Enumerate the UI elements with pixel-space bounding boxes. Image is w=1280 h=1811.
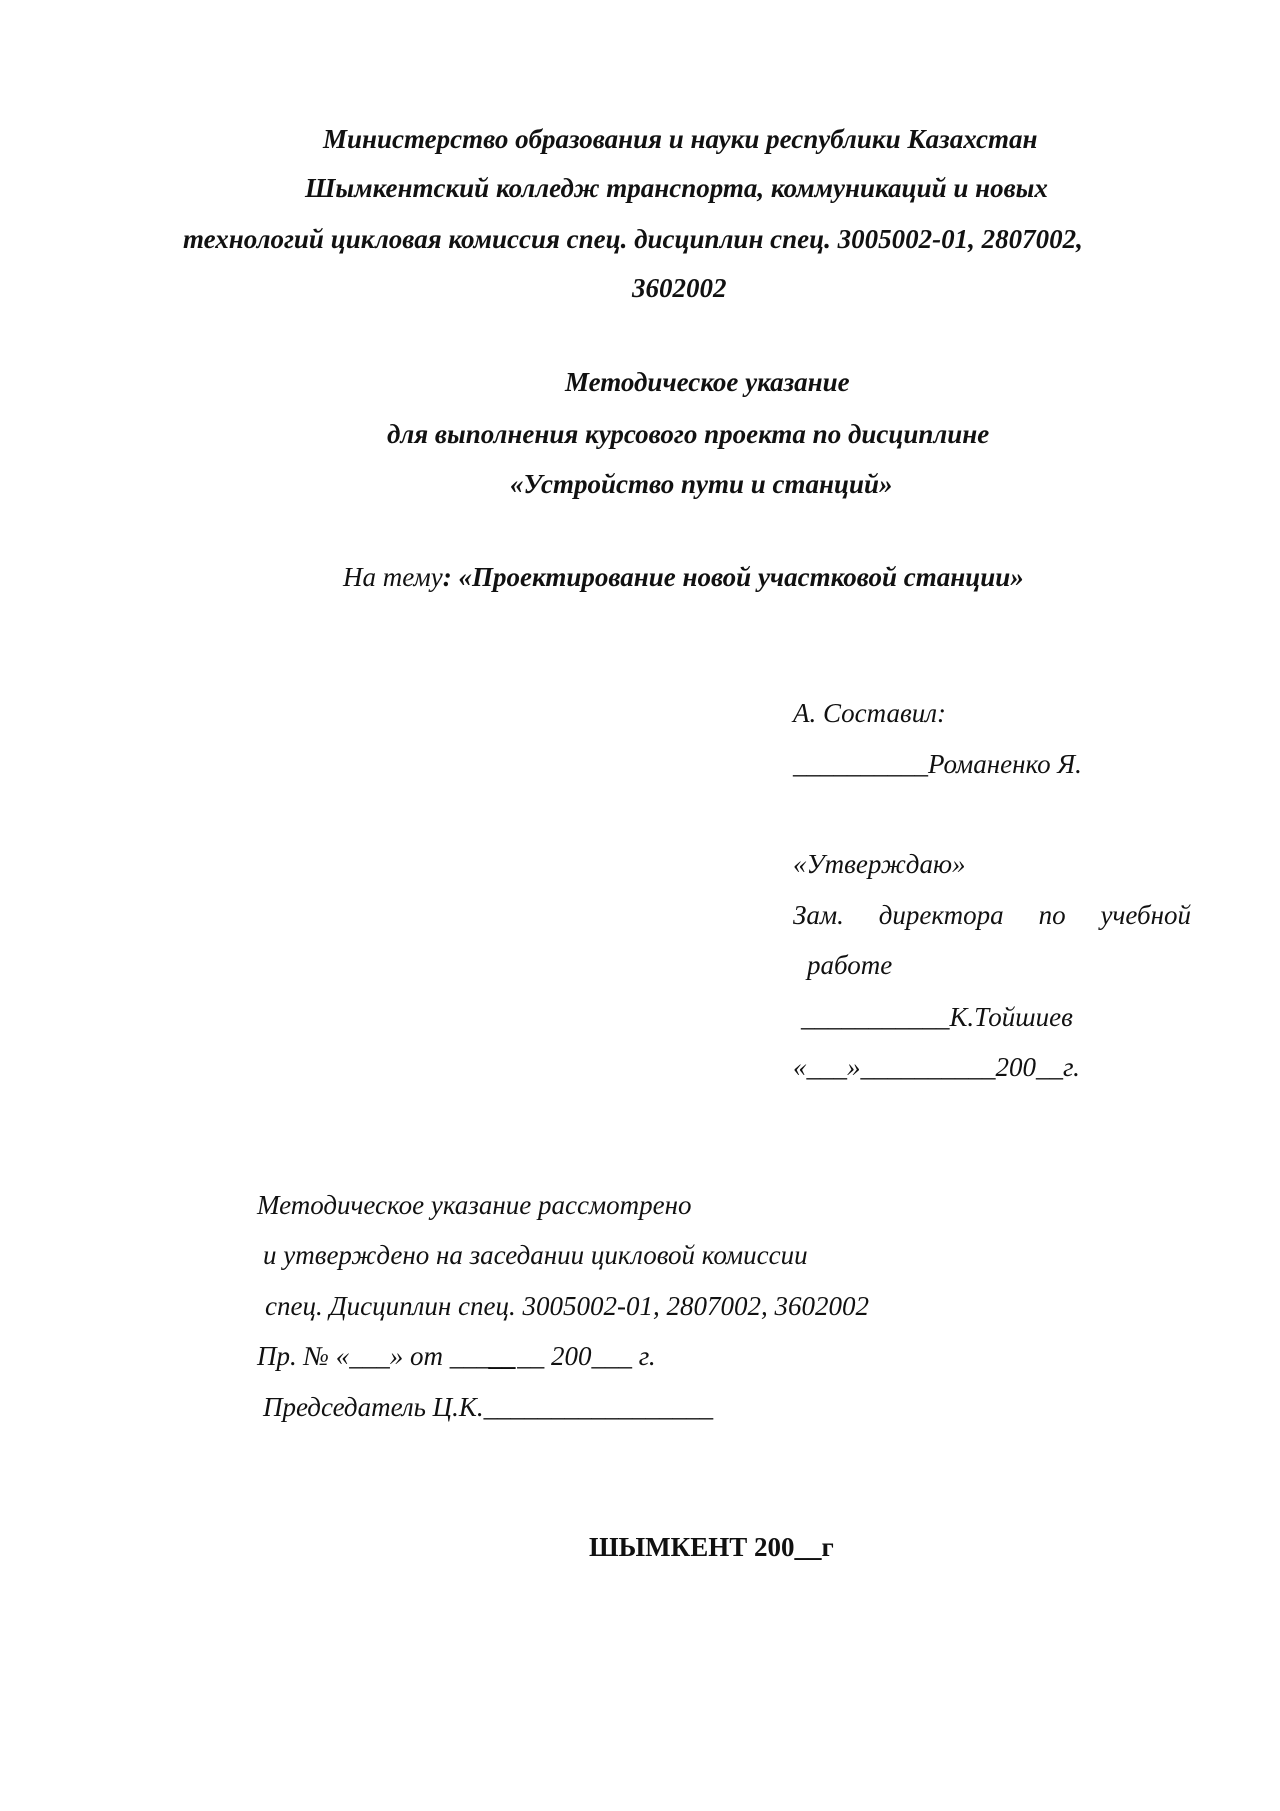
topic-prefix: На тему [343, 562, 443, 592]
position-word: учебной [1100, 900, 1191, 930]
topic-colon: : [442, 562, 452, 592]
position-word: директора [878, 900, 1004, 930]
commission-heading: технологий цикловая комиссия спец. дисциплин спец. 3005002-01, 2807002, [183, 224, 1083, 254]
review-line-1: Методическое указание рассмотрено [257, 1190, 692, 1220]
document-purpose: для выполнения курсового проекта по дисциплине [387, 419, 990, 449]
review-line-2: и утверждено на заседании цикловой комиссии [263, 1240, 808, 1270]
college-heading: Шымкентский колледж транспорта, коммуникаций и новых [305, 173, 1048, 203]
document-title: Методическое указание [565, 367, 850, 397]
approver-position-cont: работе [807, 950, 893, 980]
compiler-signature: __________Романенко Я. [793, 749, 1082, 779]
position-word: Зам. [793, 900, 844, 930]
approve-label: «Утверждаю» [793, 849, 966, 879]
approver-position [793, 898, 1191, 932]
specialty-code-heading: 3602002 [632, 273, 727, 303]
review-line-3: спец. Дисциплин спец. 3005002-01, 2807002, 3602002 [265, 1291, 870, 1321]
approver-signature: ___________К.Тойшиев [801, 1002, 1073, 1032]
ministry-heading: Министерство образования и науки республики Казахстан [323, 124, 1038, 154]
discipline-name: «Устройство пути и станций» [510, 469, 893, 499]
topic-line [343, 560, 1024, 594]
protocol-line [257, 1339, 656, 1373]
protocol-number: Пр. № «___» от ___ [257, 1341, 491, 1371]
protocol-date: __ 200___ г. [517, 1341, 656, 1371]
approval-date: «___»__________200__г. [793, 1052, 1080, 1082]
chairman-signature: Председатель Ц.К._________________ [263, 1392, 714, 1422]
position-word: по [1038, 900, 1066, 930]
city-year: ШЫМКЕНТ 200__г [589, 1532, 834, 1562]
protocol-underline-bold: __ [490, 1341, 518, 1371]
compiled-label: А. Составил: [793, 698, 946, 728]
topic-value: «Проектирование новой участковой станции» [451, 562, 1024, 592]
